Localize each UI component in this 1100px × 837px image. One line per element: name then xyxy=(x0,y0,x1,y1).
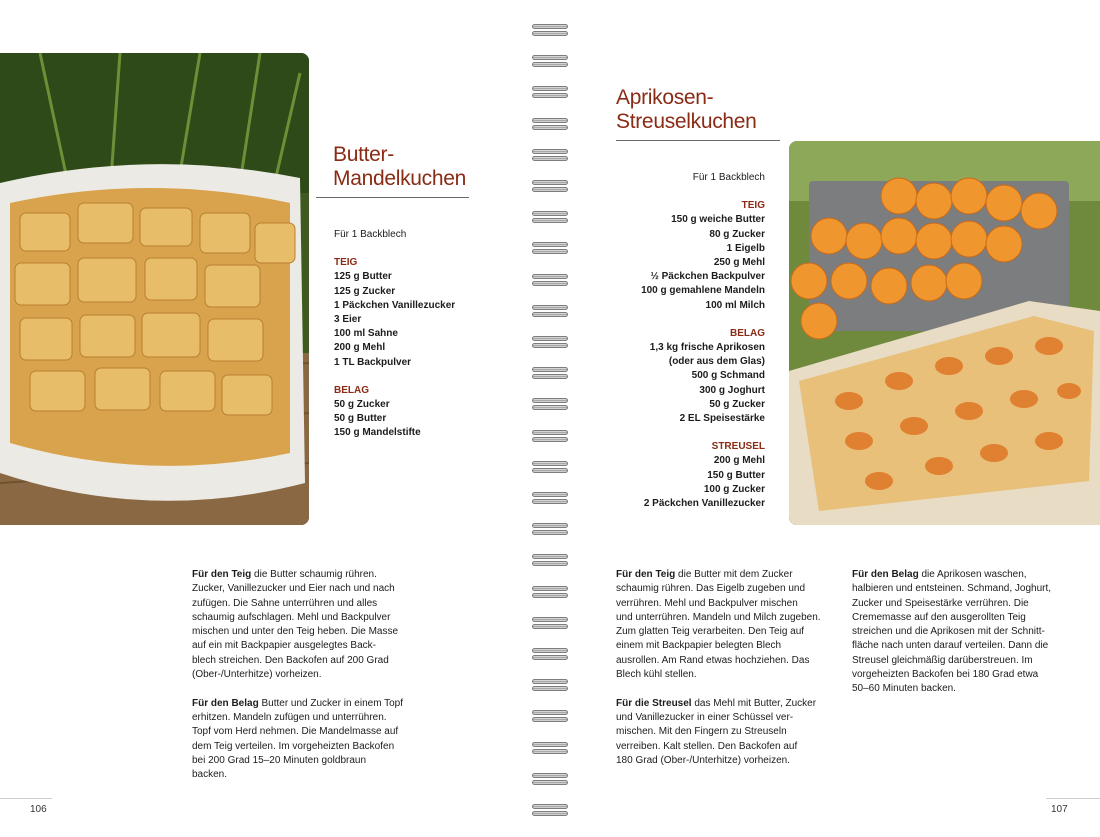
ingredient-item: 1 Päckchen Vanillezucker xyxy=(334,299,456,311)
title-divider xyxy=(616,140,780,141)
instruction-text: die Butter schaumig rühren. Zucker, Vanillezucker und Eier nach und nach zufügen. Die Sahne unterrühren und alles schaumig aufschlagen. Mehl und Backpulver mischen und unter den Teig heben. Die Masse auf ein mit Backpapier ausgelegtes Back- blech streichen. Den Backofen auf 200 Grad (Ober-/Unterhitze) vorheizen. xyxy=(192,569,399,681)
instruction-text: das Mehl mit Butter, Zucker und Vanillezucker in einer Schüssel ver- mischen. Mit den Fingern zu Streuseln verreiben. Kalt stellen. Den Backofen auf 180 Grad (Ober-/Unterhitze) vorheizen. xyxy=(616,697,817,766)
title-line-1: Aprikosen- xyxy=(616,86,714,109)
ingredient-item: 100 g Zucker xyxy=(703,483,765,495)
ingredient-item: 125 g Butter xyxy=(334,271,392,283)
instruction-lead: Für den Belag xyxy=(192,697,259,709)
section-heading-teig: TEIG xyxy=(741,200,765,212)
instruction-paragraph xyxy=(852,568,1062,697)
ingredient-item: 200 g Mehl xyxy=(713,455,765,467)
instruction-paragraph xyxy=(616,697,831,768)
ingredient-item: ½ Päckchen Backpulver xyxy=(650,271,765,283)
ingredient-item: 2 Päckchen Vanillezucker xyxy=(643,498,765,510)
instruction-text: die Aprikosen waschen, halbieren und entsteinen. Schmand, Joghurt, Zucker und Speisestärke verrühren. Die Crememasse auf den ausgerollten Teig streichen und die Aprikosen mit der Schnitt- fläche nach unten darauf verteilen. Dann die Streusel gleichmäßig darüberstreuen. Im vorgeheizten Backofen bei 180 Grad etwa 50–60 Minuten backen. xyxy=(852,569,1052,695)
ingredient-item: 150 g Butter xyxy=(707,469,765,481)
instructions-column xyxy=(616,568,831,782)
instruction-text: die Butter mit dem Zucker schaumig rühren. Das Eigelb zugeben und verrühren. Mehl und Backpulver mischen und unterrühren. Mandeln und Milch zugeben. Zum glatten Teig verarbeiten. Den Teig auf einem mit Backpapier belegten Blech ausrollen. Am Rand etwas hochziehen. Das Blech kühl stellen. xyxy=(616,569,821,681)
instructions-column xyxy=(852,568,1062,711)
ingredient-item: 50 g Zucker xyxy=(334,399,390,411)
title-line-2: Streuselkuchen xyxy=(616,110,757,133)
ingredient-item: (oder aus dem Glas) xyxy=(668,356,765,368)
ingredient-item: 50 g Zucker xyxy=(709,398,765,410)
recipe-title-aprikosen-streuselkuchen xyxy=(616,86,757,134)
ingredient-item: 3 Eier xyxy=(334,314,362,326)
ingredient-item: 80 g Zucker xyxy=(709,228,765,240)
title-line-2: Mandelkuchen xyxy=(333,167,466,190)
instruction-lead: Für den Belag xyxy=(852,569,919,580)
ingredient-item: 150 g Mandelstifte xyxy=(334,427,421,439)
page-number-rule xyxy=(1046,798,1100,799)
instruction-text: Butter und Zucker in einem Topf erhitzen. Mandeln zufügen und unterrühren. Topf vom Herd nehmen. Die Mandelmasse auf dem Teig verteilen. Im vorgeheizten Backofen bei 200 Grad 15–20 Minuten goldbraun backen. xyxy=(192,697,404,781)
ingredient-item: 250 g Mehl xyxy=(713,257,765,269)
ingredient-item: 100 g gemahlene Mandeln xyxy=(641,285,765,297)
section-heading-streusel: STREUSEL xyxy=(711,441,765,453)
ingredient-item: 1 TL Backpulver xyxy=(334,356,412,368)
ingredient-item: 125 g Zucker xyxy=(334,285,396,297)
yield-text: Für 1 Backblech xyxy=(692,172,765,183)
section-heading-teig: TEIG xyxy=(334,257,358,269)
ingredient-item: 1 Eigelb xyxy=(726,242,765,254)
page-number: 106 xyxy=(30,804,47,815)
ingredient-item: 100 ml Sahne xyxy=(334,328,398,340)
section-heading-belag: BELAG xyxy=(730,327,765,339)
ingredient-item: 150 g weiche Butter xyxy=(671,214,765,226)
title-line-1: Butter- xyxy=(333,143,394,166)
ingredient-item: 2 EL Speisestärke xyxy=(679,413,765,425)
ingredient-item: 50 g Butter xyxy=(334,413,387,425)
instruction-lead: Für den Teig xyxy=(616,569,676,580)
ingredient-item: 200 g Mehl xyxy=(334,342,386,354)
section-heading-belag: BELAG xyxy=(334,384,369,396)
instruction-paragraph xyxy=(616,568,831,682)
yield-text: Für 1 Backblech xyxy=(334,229,407,240)
ingredient-item: 300 g Joghurt xyxy=(699,384,765,396)
page-number: 107 xyxy=(1051,804,1068,815)
ingredient-item: 1,3 kg frische Aprikosen xyxy=(649,342,765,354)
instruction-lead: Für die Streusel xyxy=(616,697,692,709)
ingredient-item: 100 ml Milch xyxy=(705,299,765,311)
ingredient-item: 500 g Schmand xyxy=(691,370,765,382)
instruction-lead: Für den Teig xyxy=(192,569,252,580)
ingredients-list xyxy=(525,171,765,511)
